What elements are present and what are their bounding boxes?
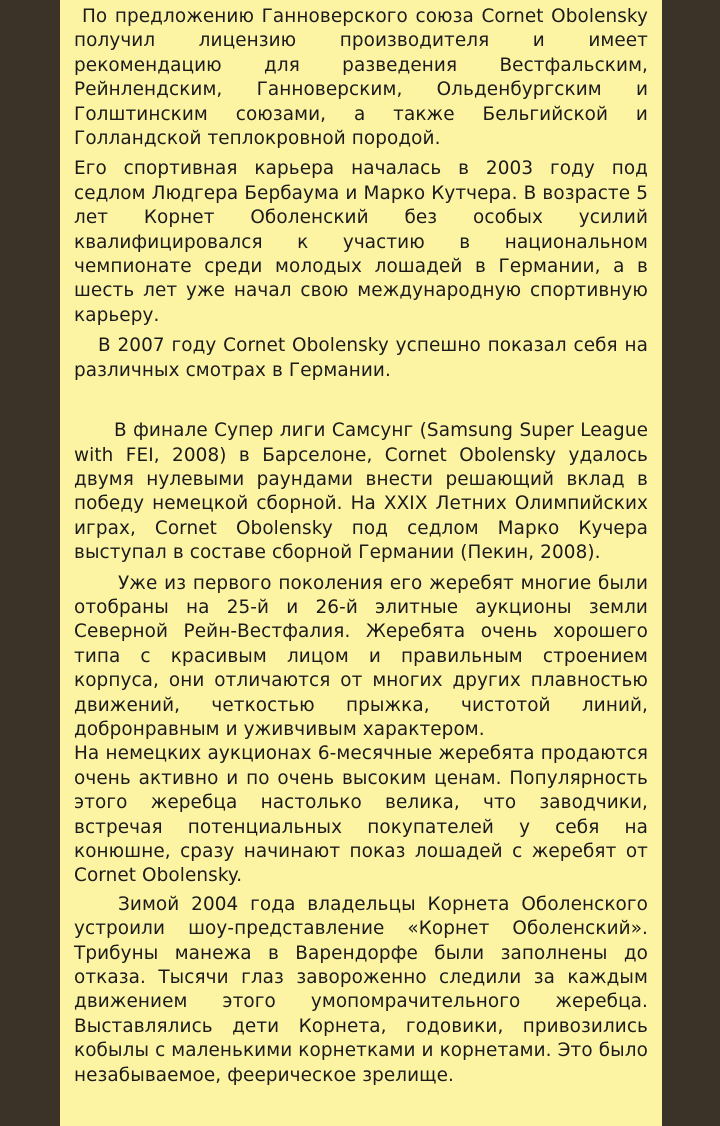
paragraph-first-generation-foals: Уже из первого поколения его жеребят многие были отобраны на 25-й и 26-й элитные аукционы земли Северной Рейн-Вестфалия. Жеребята очень хорошего типа с красивым лицом и правильным строением корпуса, они отличаются от многих других плавностью движений, четкостью прыжка, чистотой линий, добронравным и уживчивым характером.	[74, 572, 648, 740]
paragraph-sport-career: Его спортивная карьера началась в 2003 году под седлом Людгера Бербаума и Марко Кутчера. В возрасте 5 лет Корнет Оболенский без особых усилий квалифицировался к участию в национальном чемпионате среди молодых лошадей в Германии, а в шесть лет уже начал свою международную спортивную карьеру.	[74, 158, 648, 326]
paragraph-2007-shows: В 2007 году Cornet Obolensky успешно показал себя на различных смотрах в Германии.	[74, 335, 648, 381]
paragraph-winter-2004-show: Зимой 2004 года владельцы Корнета Оболенского устроили шоу-представление «Корнет Оболенский». Трибуны манежа в Варендорфе были заполнены до отказа. Тысячи глаз завороженно следили за каждым движением этого умопомрачительного жеребца. Выставлялись дети Корнета, годовики, привозились кобылы с маленькими корнетками и корнетами. Это было незабываемое, феерическое зрелище.	[74, 893, 648, 1086]
document-page	[60, 0, 662, 1126]
right-page-border	[662, 0, 720, 1126]
paragraph-license: По предложению Ганноверского союза Cornet Obolensky получил лицензию производителя и имеет рекомендацию для разведения Вестфальским, Рейнлендским, Ганноверским, Ольденбургским и Голштинским союзами, а также Бельгийской и Голландской теплокровной породой.	[74, 6, 648, 150]
paragraph-super-league-olympics: В финале Супер лиги Самсунг (Samsung Super League with FEI, 2008) в Барселоне, Cornet Obolensky удалось двумя нулевыми раундами внести решающий вклад в победу немецкой сборной. На XXIX Летних Олимпийских играх, Cornet Obolensky под седлом Марко Кучера выступал в составе сборной Германии (Пекин, 2008).	[74, 420, 648, 564]
paragraph-auctions: На немецких аукционах 6-месячные жеребята продаются очень активно и по очень высоким ценам. Популярность этого жеребца настолько велика, что заводчики, встречая потенциальных покупателей у себя на конюшне, сразу начинают показ лошадей с жеребят от Cornet Obolensky.	[74, 743, 648, 887]
left-page-border	[0, 0, 60, 1126]
